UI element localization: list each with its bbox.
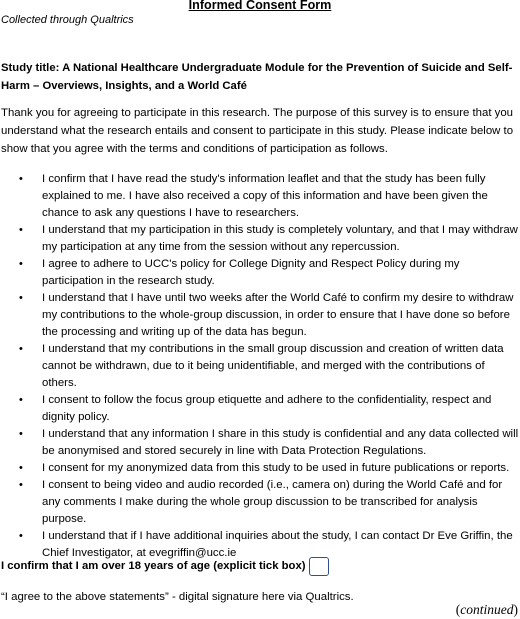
- bullet-icon: •: [19, 292, 23, 304]
- age-confirmation-label: I confirm that I am over 18 years of age (explicit tick box): [1, 560, 306, 572]
- continued-note: (continued): [455, 602, 518, 617]
- bullet-icon: •: [19, 394, 23, 406]
- consent-statement: [0, 222, 520, 256]
- consent-statement: [0, 290, 520, 341]
- consent-statement: [0, 171, 520, 222]
- consent-statement: [0, 426, 520, 460]
- consent-statement-text: I understand that I have until two weeks after the World Café to confirm my desire to withdraw my contributions to the whole-group discussion, in order to ensure that I have done so before the processing and writing up of the data has begun.: [42, 292, 514, 338]
- signature-statement: “I agree to the above statements” - digital signature here via Qualtrics.: [1, 591, 354, 603]
- consent-statements-list: [0, 171, 520, 562]
- form-subtitle: Collected through Qualtrics: [1, 14, 134, 26]
- consent-statement-text: I agree to adhere to UCC's policy for College Dignity and Respect Policy during my participation in the research study.: [42, 258, 460, 287]
- consent-statement-text: I consent for my anonymized data from this study to be used in future publications or reports.: [42, 462, 510, 474]
- intro-paragraph: Thank you for agreeing to participate in this research. The purpose of this survey is to ensure that you understand what the research entails and consent to participate in this study. Please indicate below to show that you agree with the terms and conditions of participation as follows.: [1, 107, 514, 155]
- bullet-icon: •: [19, 173, 23, 185]
- form-title: Informed Consent Form: [188, 0, 332, 12]
- consent-statement: [0, 341, 520, 392]
- consent-statement: [0, 256, 520, 290]
- consent-statement-text: I understand that my contributions in the small group discussion and creation of written data cannot be withdrawn, due to it being unidentifiable, and merged with the contributions of others.: [42, 343, 504, 389]
- bullet-icon: •: [19, 530, 23, 542]
- consent-statement-text: I understand that if I have additional inquiries about the study, I can contact Dr Eve Griffin, the Chief Investigator, at evegriffin@ucc.ie: [42, 530, 513, 559]
- continued-text: continued: [460, 602, 514, 617]
- bullet-icon: •: [19, 343, 23, 355]
- study-title: Study title: A National Healthcare Undergraduate Module for the Prevention of Suicide and Self-Harm – Overviews, Insights, and a World Café: [1, 62, 513, 92]
- bullet-icon: •: [19, 428, 23, 440]
- consent-statement-text: I understand that any information I share in this study is confidential and any data collected will be anonymised and stored securely in line with Data Protection Regulations.: [42, 428, 519, 457]
- bullet-icon: •: [19, 224, 23, 236]
- bullet-icon: •: [19, 479, 23, 491]
- age-confirmation-checkbox[interactable]: [309, 557, 329, 576]
- consent-statement-text: I consent to follow the focus group etiquette and adhere to the confidentiality, respect and dignity policy.: [42, 394, 492, 423]
- consent-statement-text: I confirm that I have read the study's information leaflet and that the study has been fully explained to me. I have also received a copy of this information and have been given the chance to ask any questions I have to researchers.: [42, 173, 488, 219]
- bullet-icon: •: [19, 258, 23, 270]
- consent-statement: [0, 392, 520, 426]
- consent-statement-text: I understand that my participation in this study is completely voluntary, and that I may withdraw my participation at any time from the session without any repercussion.: [42, 224, 518, 253]
- consent-statement: [0, 460, 520, 477]
- consent-statement: [0, 477, 520, 528]
- bullet-icon: •: [19, 462, 23, 474]
- consent-statement-text: I consent to being video and audio recorded (i.e., camera on) during the World Café and for any comments I make during the whole group discussion to be transcribed for analysis purpose.: [42, 479, 503, 525]
